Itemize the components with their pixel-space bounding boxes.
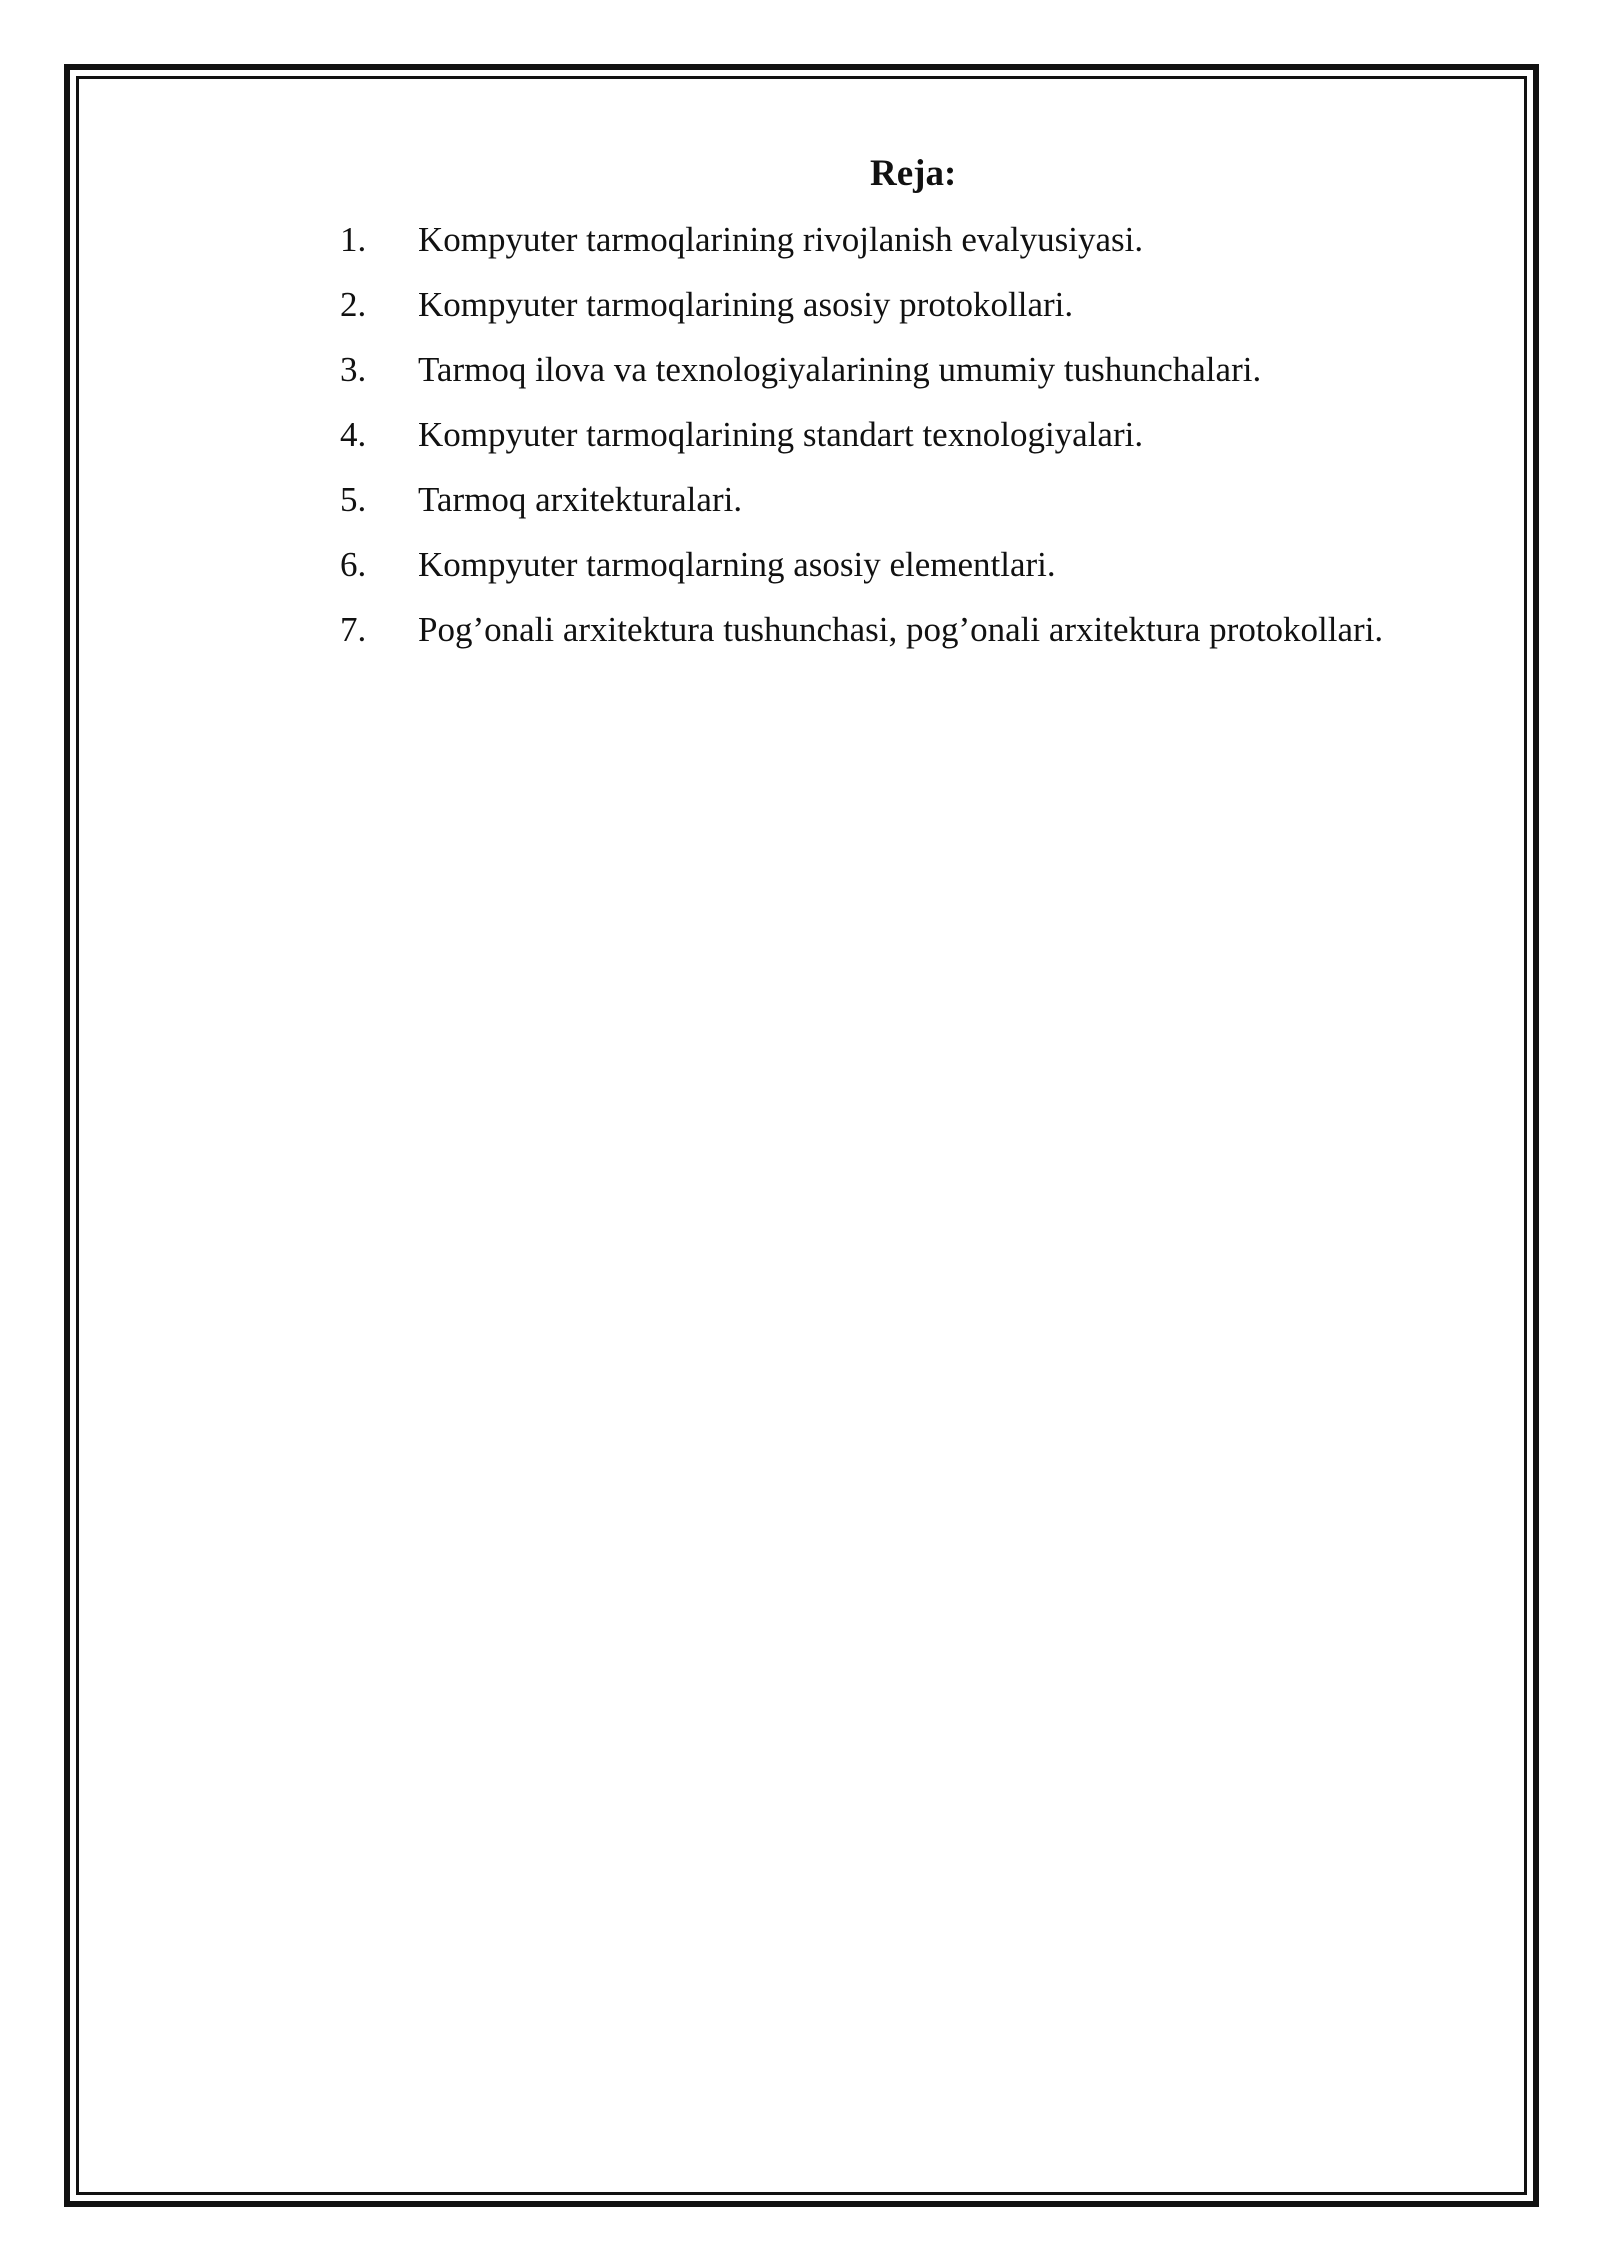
plan-item-number: 1. <box>340 220 367 259</box>
plan-item-number: 2. <box>340 285 367 324</box>
plan-item-text: Kompyuter tarmoqlarning asosiy elementlari. <box>418 545 1056 584</box>
plan-item <box>340 216 1490 281</box>
plan-item-text: Kompyuter tarmoqlarining asosiy protokollari. <box>418 285 1074 324</box>
plan-item-number: 3. <box>340 350 367 389</box>
plan-item-text: Kompyuter tarmoqlarining standart texnologiyalari. <box>418 415 1144 454</box>
plan-item <box>340 476 1490 541</box>
plan-item <box>340 281 1490 346</box>
plan-item-number: 7. <box>340 610 367 649</box>
plan-item-text: Pog’onali arxitektura tushunchasi, pog’onali arxitektura protokollari. <box>418 610 1384 649</box>
plan-item <box>340 541 1490 606</box>
plan-item-text: Tarmoq ilova va texnologiyalarining umumiy tushunchalari. <box>418 350 1262 389</box>
plan-item <box>340 346 1490 411</box>
plan-item-number: 5. <box>340 480 367 519</box>
plan-item-text: Kompyuter tarmoqlarining rivojlanish evalyusiyasi. <box>418 220 1144 259</box>
plan-title: Reja: <box>870 153 957 194</box>
plan-list <box>340 216 1490 671</box>
plan-item <box>340 606 1490 671</box>
plan-item-number: 4. <box>340 415 367 454</box>
plan-item <box>340 411 1490 476</box>
plan-item-text: Tarmoq arxitekturalari. <box>418 480 743 519</box>
plan-item-number: 6. <box>340 545 367 584</box>
